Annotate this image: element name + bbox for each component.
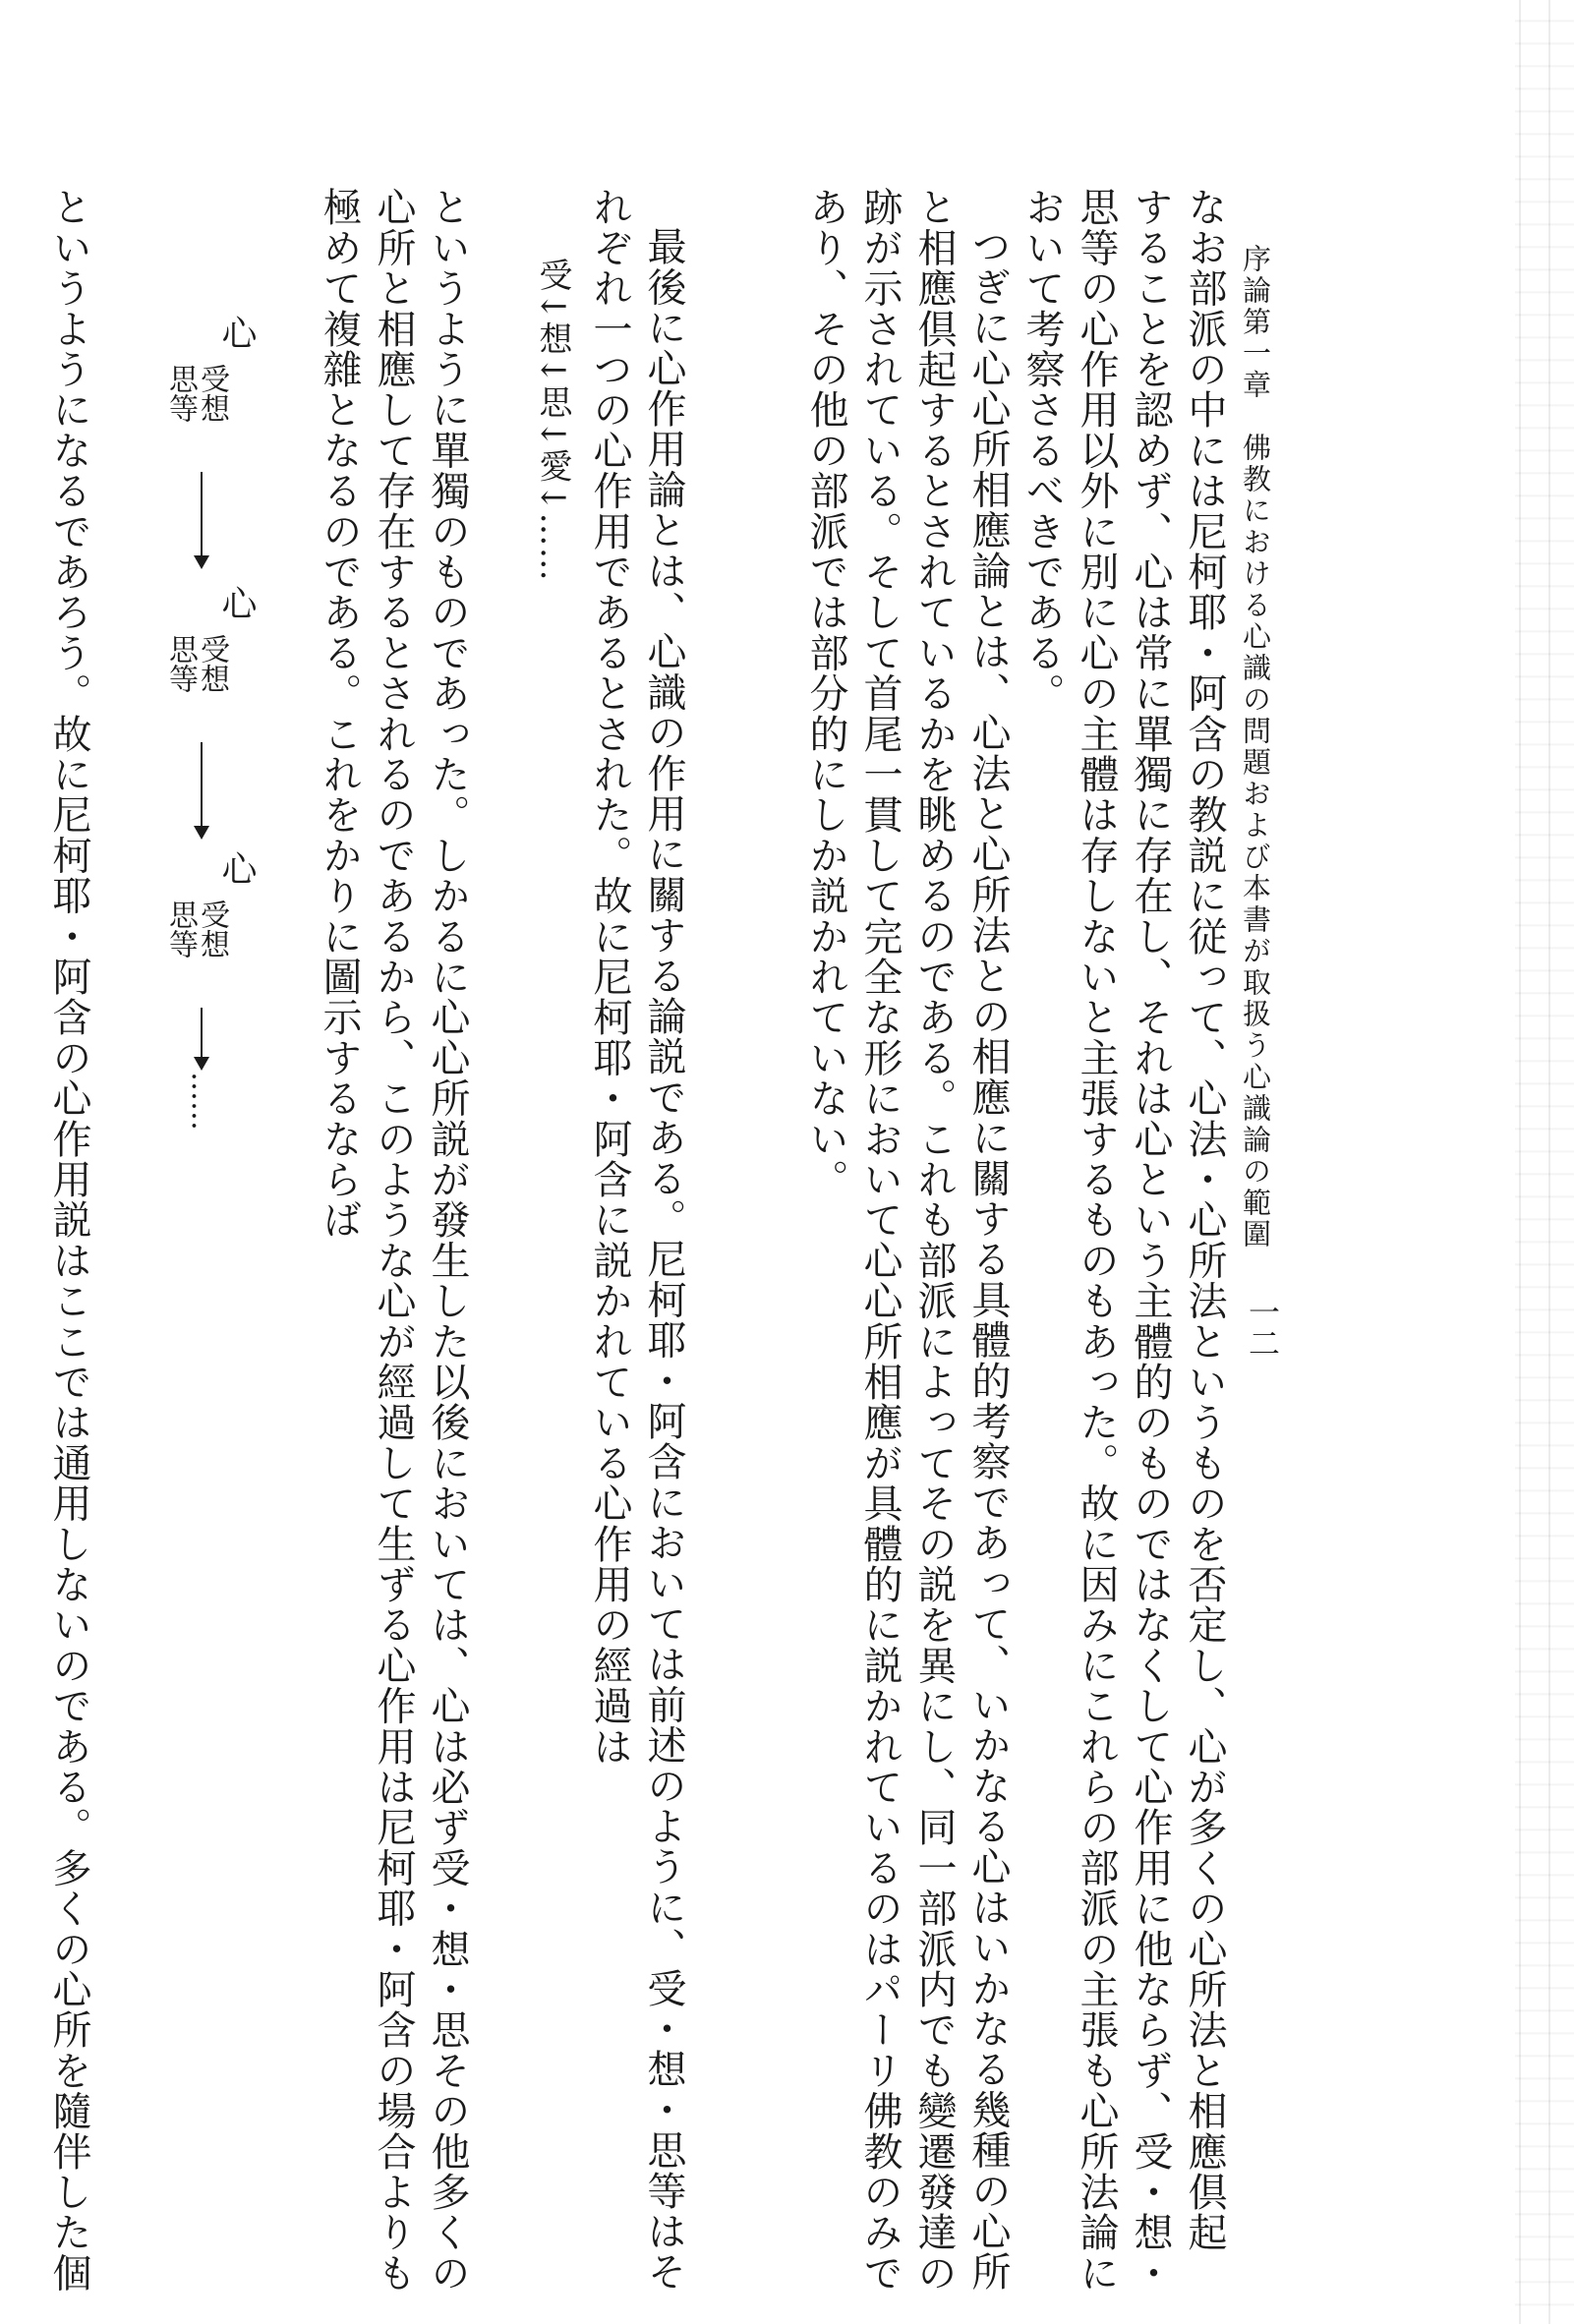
body-line-14: というようになるであろう。故に尼柯耶・阿含の心作用説はここでは通用しないのである。多くの心所を隨伴した個 bbox=[46, 187, 91, 2294]
diagram-mind-2: 心 bbox=[216, 585, 257, 620]
diagram-top-3: 受想 bbox=[195, 900, 229, 959]
body-line-11: というように單獨のものであった。しかるに心心所説が發生した以後においては、心は必ず受・想・思その他多くの bbox=[425, 187, 470, 2294]
body-line-2: することを認めず、心は常に單獨に存在し、それは心という主體的のものではなくして心作用に他ならず、受・想・ bbox=[1128, 187, 1173, 2294]
diagram-bottom-1: 思等 bbox=[163, 364, 198, 423]
body-line-12: 心所と相應して存在するとされるのであるから、このような心が經過して生ずる心作用は尼柯耶・阿含の場合よりも bbox=[371, 187, 416, 2294]
body-line-9: 最後に心作用論とは、心識の作用に關する論説である。尼柯耶・阿含においては前述のように、受・想・思等はそ bbox=[641, 226, 686, 2293]
diagram-arrow-2 bbox=[201, 742, 203, 836]
diagram-arrow-1 bbox=[201, 472, 203, 565]
diagram-bottom-3: 思等 bbox=[163, 900, 198, 959]
body-line-1: なお部派の中には尼柯耶・阿含の教説に従って、心法・心所法というものを否定し、心が多くの心所法と相應倶起 bbox=[1182, 187, 1227, 2253]
diagram-mind-1: 心 bbox=[216, 315, 257, 350]
diagram-bottom-2: 思等 bbox=[163, 634, 198, 693]
diagram-ellipsis: …… bbox=[185, 1072, 219, 1131]
body-line-8: あり、その他の部派では部分的にしか説かれていない。 bbox=[803, 187, 848, 1199]
body-line-5: つぎに心心所相應論とは、心法と心所法との相應に關する具體的考察であって、いかなる心はいかなる幾種の心所 bbox=[965, 226, 1011, 2293]
scan-edge-artifact bbox=[1515, 0, 1574, 2324]
flow-sequence: 受↓想↓思↓愛↓…… bbox=[533, 258, 572, 582]
mind-process-diagram bbox=[147, 315, 265, 1131]
diagram-top-2: 受想 bbox=[195, 634, 229, 693]
body-line-7: 跡が示されている。そして首尾一貫して完全な形において心心所相應が具體的に説かれているのはパーリ佛教のみで bbox=[857, 187, 903, 2294]
diagram-mind-3: 心 bbox=[216, 850, 257, 886]
running-header: 序論第一章 佛教における心識の問題および本書が取扱う心識論の範圍 bbox=[1239, 244, 1272, 1250]
body-line-10: れぞれ一つの心作用であるとされた。故に尼柯耶・阿含に説かれている心作用の經過は bbox=[587, 187, 632, 1767]
body-line-13: 極めて複雜となるのである。これをかりに圖示するならば bbox=[317, 187, 362, 1241]
diagram-top-1: 受想 bbox=[195, 364, 229, 423]
body-line-6: と相應倶起するとされているかを眺めるのである。これも部派によってその説を異にし、同一部派内でも變遷發達の bbox=[911, 187, 957, 2294]
body-line-4: おいて考察さるべきである。 bbox=[1020, 187, 1065, 714]
body-line-3: 思等の心作用以外に別に心の主體は存しないと主張するものもあった。故に因みにこれらの部派の主張も心所法論に bbox=[1074, 187, 1119, 2294]
page-number: 一二 bbox=[1244, 1296, 1281, 1359]
diagram-arrow-3 bbox=[201, 1008, 203, 1067]
